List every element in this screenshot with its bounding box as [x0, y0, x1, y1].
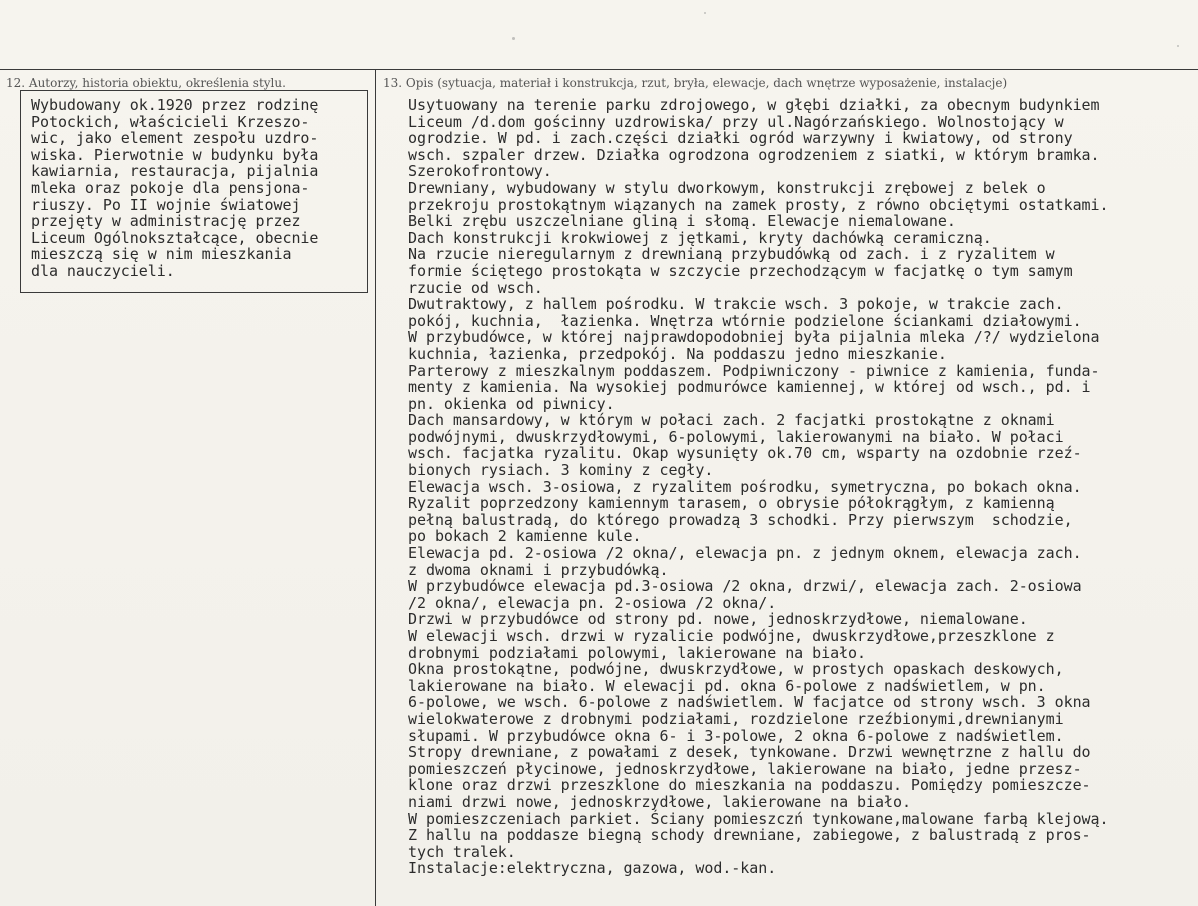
description-line: Instalacje:elektryczna, gazowa, wod.-kan.: [408, 859, 777, 878]
description-line: pokój, kuchnia, łazienka. Wnętrza wtórnie podzielone ściankami działowymi.: [408, 311, 1082, 330]
description-line: Usytuowany na terenie parku zdrojowego, w głębi działki, za obecnym budynkiem: [408, 96, 1100, 114]
description-line: pomieszczeń płycinowe, jednoskrzydłowe, lakierowane na biało, jedne przesz-: [408, 759, 1082, 778]
description-line: Okna prostokątne, podwójne, dwuskrzydłowe, w prostych opaskach deskowych,: [408, 660, 1064, 679]
description-line: rzucie od wsch.: [408, 278, 543, 297]
top-horizontal-rule: [0, 69, 1198, 70]
description-line: niami drzwi nowe, jednoskrzydłowe, lakierowane na biało.: [408, 792, 911, 811]
history-line: dla nauczycieli.: [31, 261, 175, 280]
history-typed-text: [31, 97, 318, 280]
description-typed-text: [408, 97, 1109, 894]
section-13-header: 13. Opis (sytuacja, materiał i konstrukcja, rzut, bryła, elewacje, dach wnętrze wyposażenie, instalacje): [383, 76, 1008, 90]
description-line: bionych rysiach. 3 kominy z cegły.: [408, 461, 714, 480]
description-line: W przybudówce elewacja pd.3-osiowa /2 okna, drzwi/, elewacja zach. 2-osiowa: [408, 577, 1082, 596]
description-line: Stropy drewniane, z powałami z desek, tynkowane. Drzwi wewnętrzne z hallu do: [408, 743, 1091, 762]
history-line: Wybudowany ok.1920 przez rodzinę: [31, 96, 319, 114]
description-line: słupami. W przybudówce okna 6- i 3-polowe, 2 okna 6-polowe z nadświetlem.: [408, 726, 1064, 745]
history-line: mieszczą się w nim mieszkania: [31, 245, 292, 264]
description-line: podwójnymi, dwuskrzydłowymi, 6-polowymi, lakierowanymi na biało. W połaci: [408, 427, 1064, 446]
history-line: wic, jako element zespołu uzdro-: [31, 129, 319, 148]
description-line: po bokach 2 kamienne kule.: [408, 527, 642, 546]
description-line: pn. okienka od piwnicy.: [408, 394, 615, 413]
history-line: riuszy. Po II wojnie światowej: [31, 195, 301, 214]
history-line: przejęty w administrację przez: [31, 212, 301, 231]
history-line: kawiarnia, restauracja, pijalnia: [31, 162, 319, 181]
description-line: W pomieszczeniach parkiet. Ściany pomieszczń tynkowane,malowane farbą klejową.: [408, 809, 1109, 828]
description-line: kuchnia, łazienka, przedpokój. Na poddaszu jedno mieszkanie.: [408, 344, 947, 363]
history-line: Liceum Ogólnokształcące, obecnie: [31, 228, 319, 247]
description-line: Dach mansardowy, w którym w połaci zach. 2 facjatki prostokątne z oknami: [408, 411, 1055, 430]
description-line: pełną balustradą, do którego prowadzą 3 schodki. Przy pierwszym schodzie,: [408, 510, 1073, 529]
history-line: Potockich, właścicieli Krzeszo-: [31, 112, 310, 131]
description-line: Dach konstrukcji krokwiowej z jętkami, kryty dachówką ceramiczną.: [408, 228, 992, 247]
description-line: Drzwi w przybudówce od strony pd. nowe, jednoskrzydłowe, niemalowane.: [408, 610, 1028, 629]
description-line: Elewacja wsch. 3-osiowa, z ryzalitem pośrodku, symetryczna, po bokach okna.: [408, 477, 1082, 496]
description-line: 6-polowe, we wsch. 6-polowe z nadświetlem. W facjatce od strony wsch. 3 okna: [408, 693, 1091, 712]
description-line: wsch. facjatka ryzalitu. Okap wysunięty ok.70 cm, wsparty na ozdobnie rzeź-: [408, 444, 1082, 463]
description-line: menty z kamienia. Na wysokiej podmurówce kamiennej, w której od wsch., pd. i: [408, 378, 1091, 397]
description-line: W przybudówce, w której najprawdopodobniej była pijalnia mleka /?/ wydzielona: [408, 328, 1100, 347]
description-line: W elewacji wsch. drzwi w ryzalicie podwójne, dwuskrzydłowe,przeszklone z: [408, 627, 1055, 645]
description-line: Belki zrębu uszczelniane gliną i słomą. Elewacje niemalowane.: [408, 212, 956, 231]
description-line: ogrodzie. W pd. i zach.części działki ogród warzywny i kwiatowy, od strony: [408, 129, 1073, 148]
section-12-header: 12. Autorzy, historia obiektu, określenia stylu.: [6, 76, 286, 90]
paper-speck: [512, 37, 515, 40]
column-divider: [375, 69, 376, 906]
description-line: Liceum /d.dom gościnny uzdrowiska/ przy ul.Nagórzańskiego. Wolnostojący w: [408, 112, 1064, 131]
description-line: Elewacja pd. 2-osiowa /2 okna/, elewacja pn. z jednym oknem, elewacja zach.: [408, 544, 1082, 563]
paper-speck: [704, 12, 706, 14]
description-line: Ryzalit poprzedzony kamiennym tarasem, o obrysie półokrągłym, z kamienną: [408, 494, 1055, 513]
description-line: wielokwaterowe z drobnymi podziałami, rozdzielone rzeźbionymi,drewnianymi: [408, 709, 1064, 728]
description-line: Szerokofrontowy.: [408, 162, 552, 181]
history-line: mleka oraz pokoje dla pensjona-: [31, 178, 310, 197]
description-line: lakierowane na biało. W elewacji pd. okna 6-polowe z nadświetlem, w pn.: [408, 676, 1046, 695]
description-line: [408, 877, 1109, 894]
description-line: Z hallu na poddasze biegną schody drewniane, zabiegowe, z balustradą z pros-: [408, 826, 1091, 845]
description-line: Drewniany, wybudowany w stylu dworkowym, konstrukcji zrębowej z belek o: [408, 178, 1046, 197]
description-line: Parterowy z mieszkalnym poddaszem. Podpiwniczony - piwnice z kamienia, funda-: [408, 361, 1100, 380]
description-line: z dwoma oknami i przybudówką.: [408, 560, 669, 579]
description-line: /2 okna/, elewacja pn. 2-osiowa /2 okna/.: [408, 593, 777, 612]
description-line: wsch. szpaler drzew. Działka ogrodzona ogrodzeniem z siatki, w którym bramka.: [408, 145, 1100, 164]
description-line: Dwutraktowy, z hallem pośrodku. W trakcie wsch. 3 pokoje, w trakcie zach.: [408, 295, 1064, 314]
paper-speck: [1177, 45, 1179, 47]
history-line: wiska. Pierwotnie w budynku była: [31, 145, 319, 164]
description-line: klone oraz drzwi przeszklone do mieszkania na poddaszu. Pomiędzy pomieszcze-: [408, 776, 1091, 795]
description-line: Na rzucie nieregularnym z drewnianą przybudówką od zach. i z ryzalitem w: [408, 245, 1055, 264]
description-line: drobnymi podziałami polowymi, lakierowane na biało.: [408, 643, 867, 662]
description-line: formie ściętego prostokąta w szczycie przechodzącym w facjatkę o tym samym: [408, 261, 1073, 280]
description-line: tych tralek.: [408, 842, 516, 861]
description-line: przekroju prostokątnym wiązanych na zamek prosty, z równo obciętymi ostatkami.: [408, 195, 1109, 214]
